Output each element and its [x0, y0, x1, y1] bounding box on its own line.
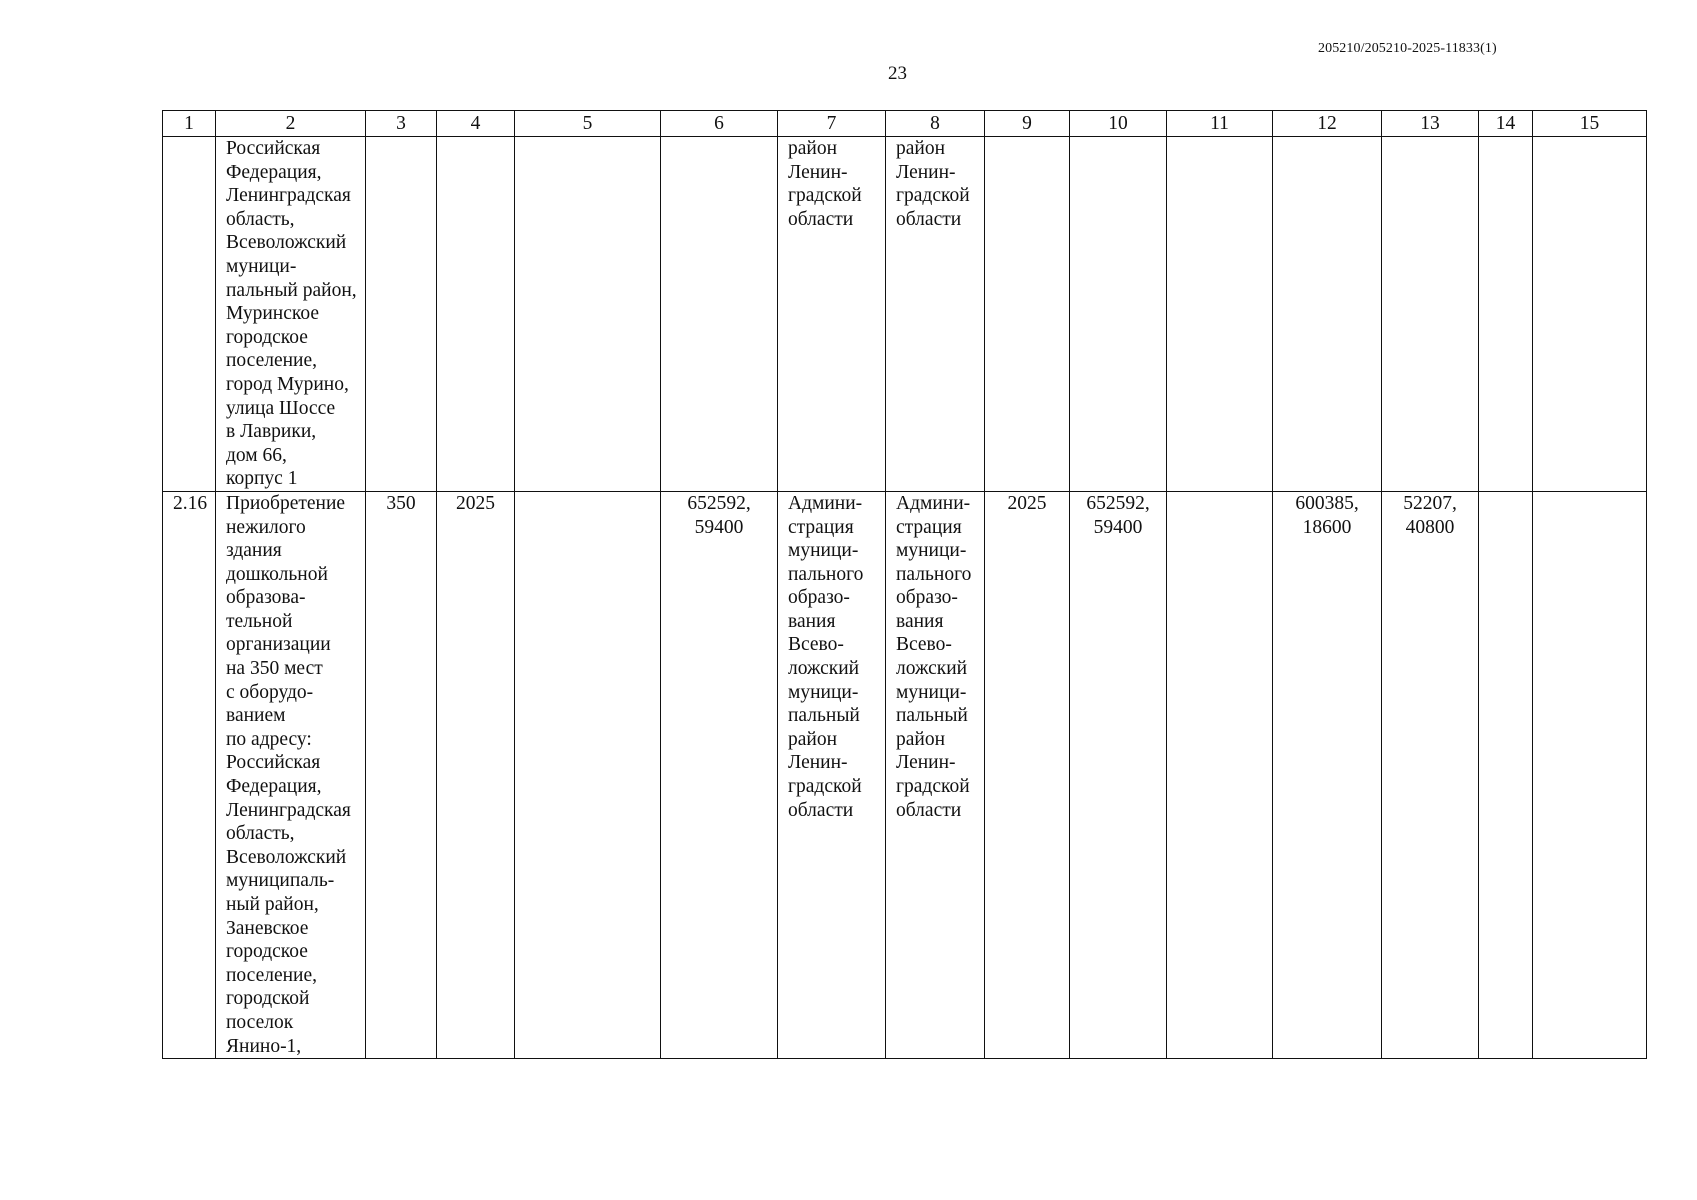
cell-col-8: Админи- страция муници- пального образо- вания Всево- ложский муници- пальный район Ленин- градской области	[886, 491, 985, 1058]
column-number-3: 3	[366, 111, 437, 137]
cell-col-10	[1070, 137, 1167, 492]
column-number-15: 15	[1533, 111, 1647, 137]
column-number-4: 4	[437, 111, 515, 137]
cell-col-15	[1533, 137, 1647, 492]
table-row	[163, 137, 1647, 492]
column-number-1: 1	[163, 111, 216, 137]
column-number-7: 7	[778, 111, 886, 137]
cell-col-3: 350	[366, 491, 437, 1058]
column-number-12: 12	[1273, 111, 1382, 137]
cell-col-14	[1479, 137, 1533, 492]
cell-col-10: 652592, 59400	[1070, 491, 1167, 1058]
column-number-13: 13	[1382, 111, 1479, 137]
cell-col-9	[985, 137, 1070, 492]
column-number-9: 9	[985, 111, 1070, 137]
cell-col-13: 52207, 40800	[1382, 491, 1479, 1058]
column-number-11: 11	[1167, 111, 1273, 137]
cell-col-5	[515, 491, 661, 1058]
column-number-10: 10	[1070, 111, 1167, 137]
cell-col-2: Российская Федерация, Ленинградская область, Всеволожский муници- пальный район, Муринское городское поселение, город Мурино, улица Шоссе в Лаврики, дом 66, корпус 1	[216, 137, 366, 492]
page-number: 23	[888, 63, 907, 84]
cell-col-12: 600385, 18600	[1273, 491, 1382, 1058]
cell-col-12	[1273, 137, 1382, 492]
cell-col-15	[1533, 491, 1647, 1058]
cell-col-4	[437, 137, 515, 492]
column-number-5: 5	[515, 111, 661, 137]
cell-col-6	[661, 137, 778, 492]
table-row	[163, 491, 1647, 1058]
column-number-14: 14	[1479, 111, 1533, 137]
cell-col-1	[163, 137, 216, 492]
cell-col-7: Админи- страция муници- пального образо- вания Всево- ложский муници- пальный район Ленин- градской области	[778, 491, 886, 1058]
column-number-8: 8	[886, 111, 985, 137]
cell-col-14	[1479, 491, 1533, 1058]
cell-col-1: 2.16	[163, 491, 216, 1058]
table-header-row	[163, 111, 1647, 137]
cell-col-8: район Ленин- градской области	[886, 137, 985, 492]
column-number-2: 2	[216, 111, 366, 137]
cell-col-11	[1167, 491, 1273, 1058]
document-registration-number: 205210/205210-2025-11833(1)	[1318, 41, 1497, 56]
cell-col-9: 2025	[985, 491, 1070, 1058]
cell-col-4: 2025	[437, 491, 515, 1058]
cell-col-13	[1382, 137, 1479, 492]
column-number-6: 6	[661, 111, 778, 137]
cell-col-3	[366, 137, 437, 492]
cell-col-2: Приобретение нежилого здания дошкольной образова- тельной организации на 350 мест с оборудо- ванием по адресу: Российская Федерация, Ленинградская область, Всеволожский муниципаль- ный район, Заневское городское поселение, городской поселок Янино-1,	[216, 491, 366, 1058]
cell-col-5	[515, 137, 661, 492]
data-table	[162, 110, 1647, 1059]
cell-col-11	[1167, 137, 1273, 492]
cell-col-7: район Ленин- градской области	[778, 137, 886, 492]
cell-col-6: 652592, 59400	[661, 491, 778, 1058]
